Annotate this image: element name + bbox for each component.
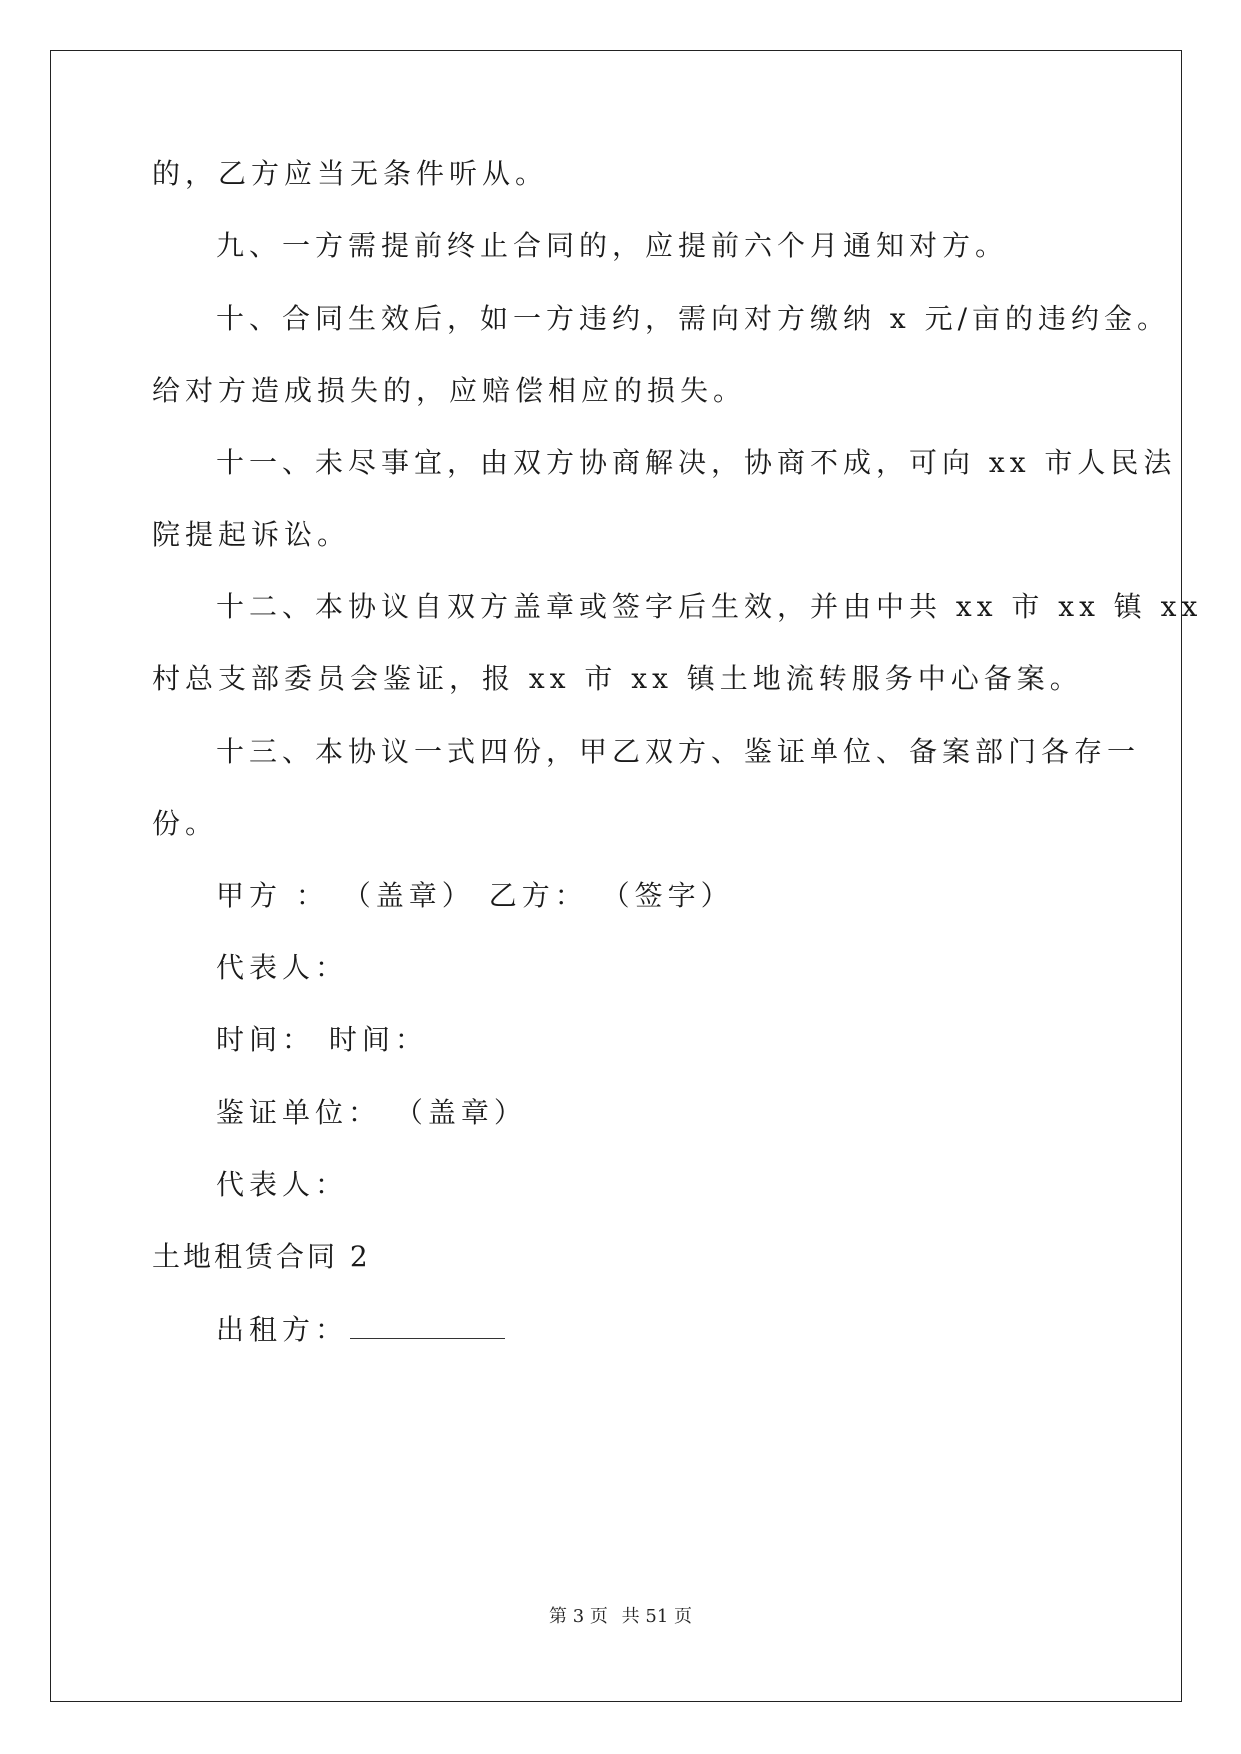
paragraph-line: 十、合同生效后，如一方违约，需向对方缴纳 x 元/亩的违约金。: [216, 302, 1171, 335]
paragraph-line: 村总支部委员会鉴证，报 xx 市 xx 镇土地流转服务中心备案。: [152, 662, 1083, 695]
page-number: 第 3 页: [549, 1606, 608, 1627]
paragraph-line: 的，乙方应当无条件听从。: [152, 157, 549, 190]
paragraph-line: 九、一方需提前终止合同的，应提前六个月通知对方。: [216, 229, 1009, 262]
lessor-label: 出租方：: [216, 1313, 349, 1346]
paragraph-line: 十三、本协议一式四份，甲乙双方、鉴证单位、备案部门各存一: [216, 735, 1141, 768]
page-footer: [0, 1602, 1241, 1628]
paragraph-line: 给对方造成损失的，应赔偿相应的损失。: [152, 374, 747, 407]
paragraph-line: 院提起诉讼。: [152, 518, 351, 551]
signature-party-line: 甲方 ： （盖章） 乙方： （签字）: [216, 879, 734, 912]
paragraph-line: 十二、本协议自双方盖章或签字后生效，并由中共 xx 市 xx 镇 xx: [216, 590, 1203, 623]
section-title: 土地租赁合同 2: [152, 1240, 371, 1273]
date-line: 时间： 时间：: [216, 1023, 428, 1056]
paragraph-line: 份。: [152, 807, 219, 840]
representative-line: 代表人：: [216, 951, 349, 984]
paragraph-line: 十一、未尽事宜，由双方协商解决，协商不成，可向 xx 市人民法: [216, 446, 1177, 479]
total-pages: 共 51 页: [621, 1606, 692, 1627]
verification-unit-line: 鉴证单位： （盖章）: [216, 1096, 527, 1129]
lessor-line: [216, 1310, 505, 1350]
representative-line: 代表人：: [216, 1168, 349, 1201]
lessor-blank-field[interactable]: [350, 1310, 505, 1339]
